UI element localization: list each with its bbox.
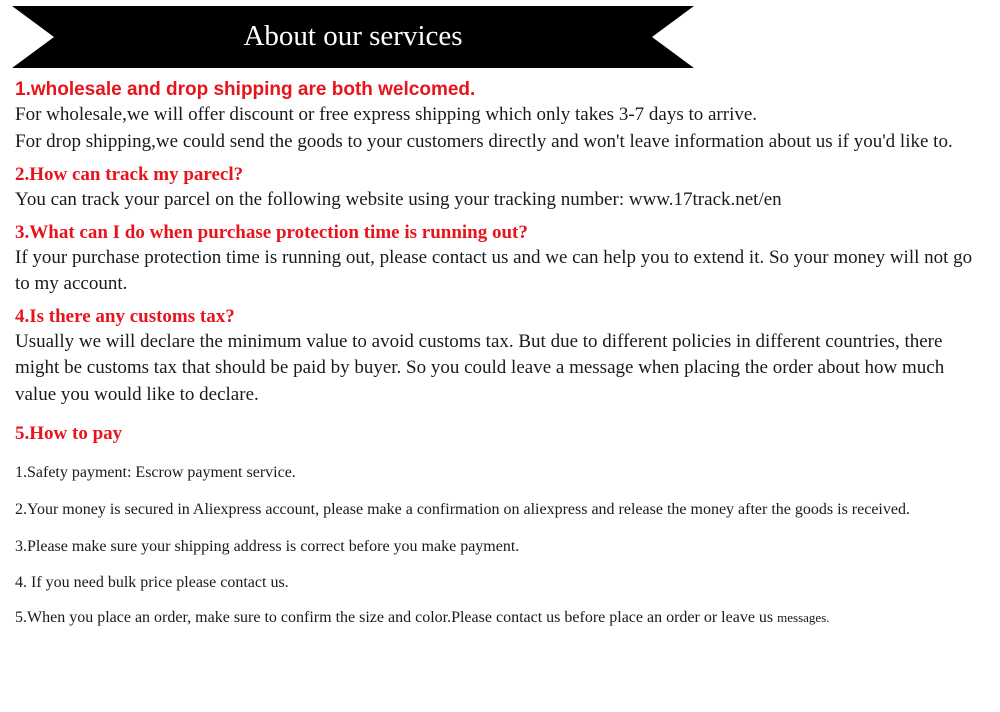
section-3 bbox=[15, 221, 990, 298]
section-text: For wholesale,we will offer discount or free express shipping which only takes 3-7 days to arrive. bbox=[15, 104, 758, 125]
payment-item: 1.Safety payment: Escrow payment service. bbox=[15, 464, 296, 481]
payment-item-last bbox=[15, 609, 990, 627]
section-4 bbox=[15, 305, 990, 409]
payment-item-text: 5.When you place an order, make sure to confirm the size and color.Please contact us before place an order or leave us bbox=[15, 609, 774, 626]
section-heading: 5.How to pay bbox=[15, 423, 123, 444]
section-text: Usually we will declare the minimum value to avoid customs tax. But due to different policies in different countries, there might be customs tax that should be paid by buyer. So you could leave a message when placing the order about how much value you would like to declare. bbox=[15, 330, 945, 405]
section-heading: 3.What can I do when purchase protection time is running out? bbox=[15, 221, 528, 243]
section-2 bbox=[15, 163, 990, 214]
payment-item: 2.Your money is secured in Aliexpress account, please make a confirmation on aliexpress and release the money after the goods is received. bbox=[15, 501, 910, 518]
banner bbox=[12, 6, 694, 68]
section-text: You can track your parcel on the following website using your tracking number: www.17track.net/en bbox=[15, 189, 782, 210]
section-text: For drop shipping,we could send the goods to your customers directly and won't leave information about us if you'd like to. bbox=[15, 130, 953, 152]
section-text: If your purchase protection time is running out, please contact us and we can help you to extend it. So your money will not go to my account. bbox=[15, 246, 973, 294]
banner-title: About our services bbox=[243, 20, 463, 52]
payment-item: 3.Please make sure your shipping address is correct before you make payment. bbox=[15, 538, 520, 555]
payment-item-tail: messages. bbox=[777, 610, 830, 625]
section-5 bbox=[15, 422, 990, 627]
services-content bbox=[15, 78, 990, 627]
payment-item: 4. If you need bulk price please contact us. bbox=[15, 574, 289, 591]
section-heading: 2.How can track my parecl? bbox=[15, 164, 244, 185]
section-1 bbox=[15, 78, 990, 155]
section-heading: 1.wholesale and drop shipping are both welcomed. bbox=[15, 79, 476, 100]
section-heading: 4.Is there any customs tax? bbox=[15, 305, 235, 327]
